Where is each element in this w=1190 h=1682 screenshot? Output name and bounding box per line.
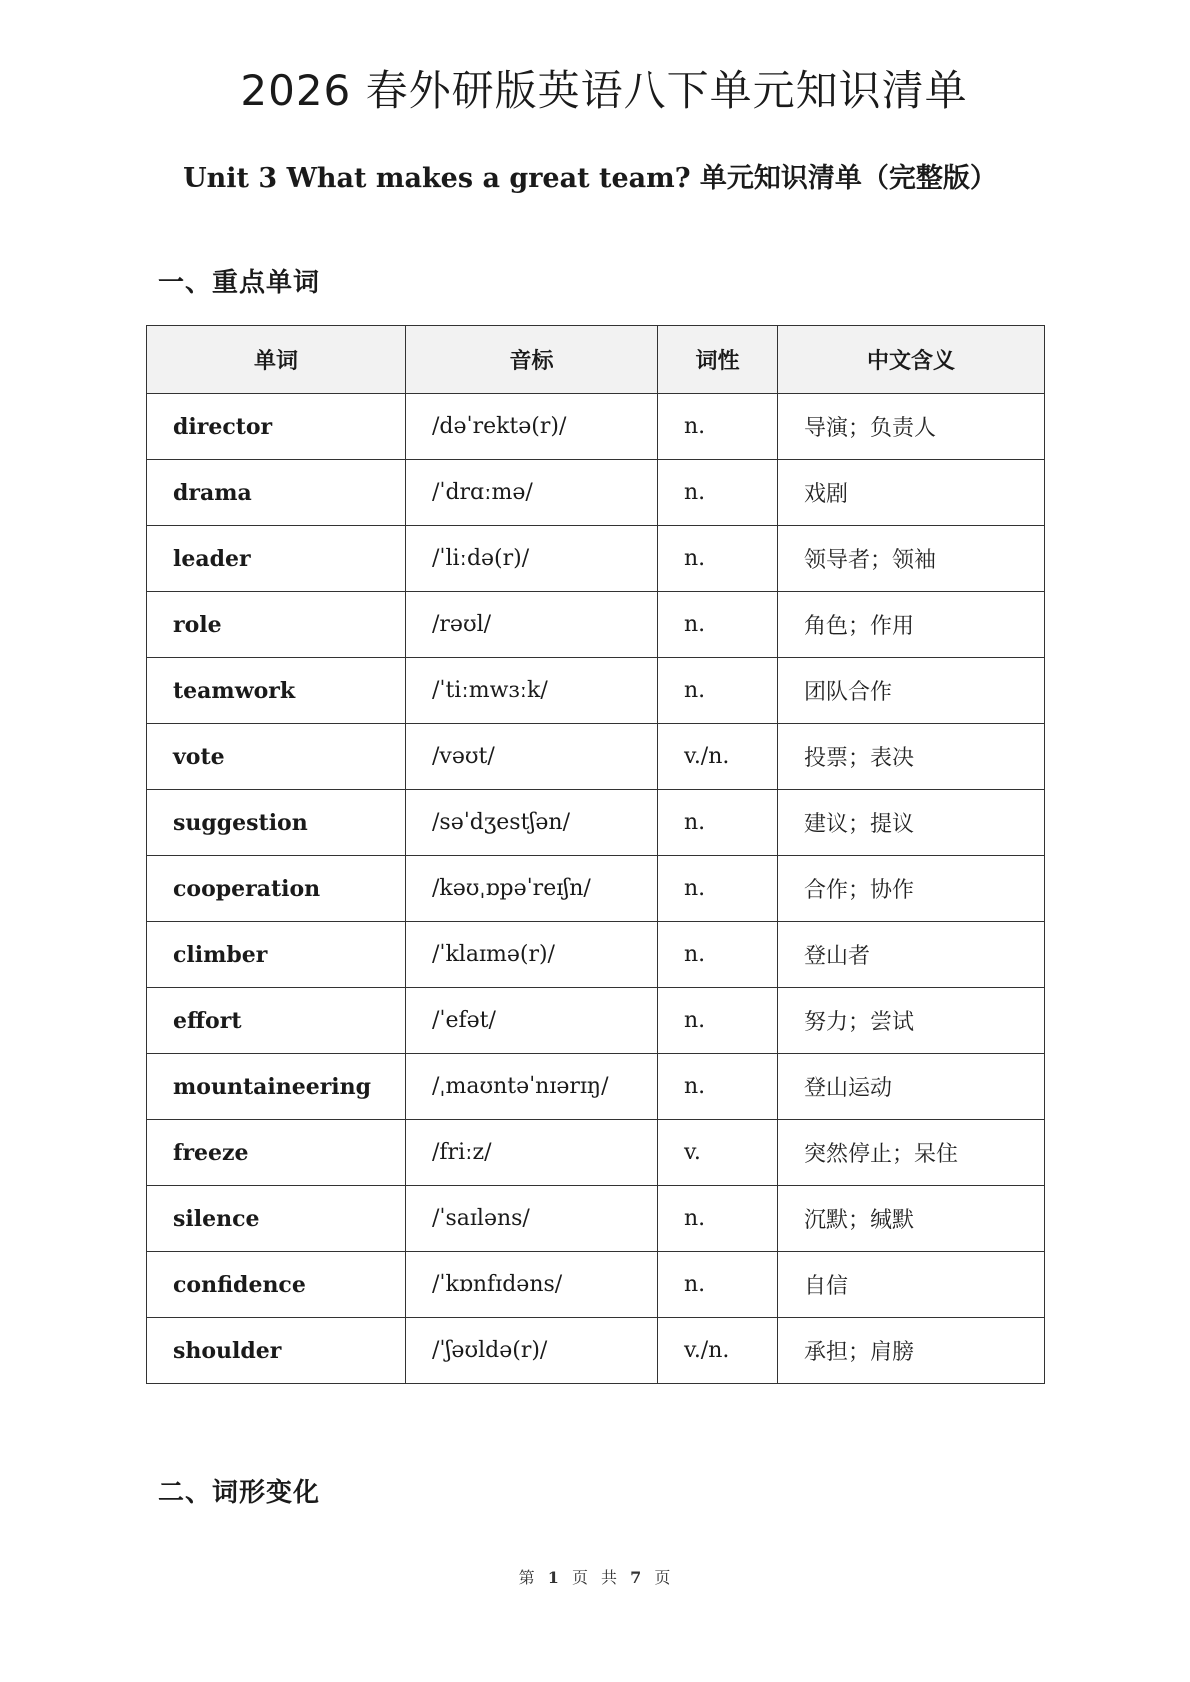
vocab-word: silence — [147, 1186, 406, 1252]
vocab-phonetic: /friːz/ — [406, 1120, 658, 1186]
vocab-phonetic: /səˈdʒestʃən/ — [406, 790, 658, 856]
footer-prefix: 第 — [518, 1568, 536, 1587]
table-header-row — [147, 326, 1045, 394]
vocab-word: effort — [147, 988, 406, 1054]
document-subtitle: Unit 3 What makes a great team? 单元知识清单（完整版） — [183, 163, 997, 194]
vocab-meaning: 团队合作 — [778, 658, 1045, 724]
footer-suffix: 页 — [654, 1568, 672, 1587]
column-header-meaning: 中文含义 — [778, 326, 1045, 394]
vocab-meaning: 登山者 — [778, 922, 1045, 988]
table-row — [147, 592, 1045, 658]
vocab-phonetic: /ˈkɒnfɪdəns/ — [406, 1252, 658, 1318]
vocab-word: shoulder — [147, 1318, 406, 1384]
vocab-phonetic: /vəʊt/ — [406, 724, 658, 790]
vocab-meaning: 自信 — [778, 1252, 1045, 1318]
vocab-phonetic: /dəˈrektə(r)/ — [406, 394, 658, 460]
vocab-phonetic: /ˈefət/ — [406, 988, 658, 1054]
vocab-meaning: 领导者；领袖 — [778, 526, 1045, 592]
table-row — [147, 790, 1045, 856]
document-title: 2026 春外研版英语八下单元知识清单 — [240, 66, 968, 115]
footer-page-number: 1 — [547, 1568, 560, 1587]
vocab-part-of-speech: n. — [658, 1252, 778, 1318]
vocab-part-of-speech: v./n. — [658, 1318, 778, 1384]
vocab-word: confidence — [147, 1252, 406, 1318]
vocab-part-of-speech: n. — [658, 988, 778, 1054]
vocab-word: director — [147, 394, 406, 460]
vocab-word: vote — [147, 724, 406, 790]
vocab-phonetic: /ˈliːdə(r)/ — [406, 526, 658, 592]
section-heading-word-forms: 二、词形变化 — [158, 1478, 321, 1508]
vocab-phonetic: /ˈtiːmwɜːk/ — [406, 658, 658, 724]
column-header-word: 单词 — [147, 326, 406, 394]
vocab-word: cooperation — [147, 856, 406, 922]
vocab-part-of-speech: n. — [658, 790, 778, 856]
vocab-part-of-speech: n. — [658, 526, 778, 592]
table-row — [147, 922, 1045, 988]
vocab-phonetic: /ˈdrɑːmə/ — [406, 460, 658, 526]
vocab-word: teamwork — [147, 658, 406, 724]
table-row — [147, 1120, 1045, 1186]
table-row — [147, 1054, 1045, 1120]
vocab-phonetic: /rəʊl/ — [406, 592, 658, 658]
vocab-meaning: 登山运动 — [778, 1054, 1045, 1120]
vocab-word: mountaineering — [147, 1054, 406, 1120]
vocab-word: freeze — [147, 1120, 406, 1186]
vocab-phonetic: /ˈʃəʊldə(r)/ — [406, 1318, 658, 1384]
vocab-phonetic: /ˌmaʊntəˈnɪərɪŋ/ — [406, 1054, 658, 1120]
vocab-meaning: 戏剧 — [778, 460, 1045, 526]
vocab-meaning: 投票；表决 — [778, 724, 1045, 790]
vocab-part-of-speech: v./n. — [658, 724, 778, 790]
table-row — [147, 1252, 1045, 1318]
vocab-phonetic: /kəʊˌɒpəˈreɪʃn/ — [406, 856, 658, 922]
table-row — [147, 394, 1045, 460]
vocab-part-of-speech: n. — [658, 856, 778, 922]
vocab-part-of-speech: n. — [658, 460, 778, 526]
table-row — [147, 526, 1045, 592]
vocab-word: role — [147, 592, 406, 658]
vocab-part-of-speech: n. — [658, 1186, 778, 1252]
vocab-meaning: 合作；协作 — [778, 856, 1045, 922]
vocab-word: drama — [147, 460, 406, 526]
vocabulary-table-body — [147, 394, 1045, 1384]
vocab-word: suggestion — [147, 790, 406, 856]
vocab-part-of-speech: n. — [658, 394, 778, 460]
section-heading-key-words: 一、重点单词 — [158, 268, 321, 298]
vocab-meaning: 努力；尝试 — [778, 988, 1045, 1054]
vocab-meaning: 突然停止；呆住 — [778, 1120, 1045, 1186]
footer-total-pages: 7 — [630, 1568, 643, 1587]
column-header-phonetic: 音标 — [406, 326, 658, 394]
table-row — [147, 988, 1045, 1054]
table-row — [147, 460, 1045, 526]
footer-middle: 页 共 — [571, 1568, 619, 1587]
vocab-part-of-speech: n. — [658, 1054, 778, 1120]
vocab-part-of-speech: n. — [658, 658, 778, 724]
vocab-phonetic: /ˈsaɪləns/ — [406, 1186, 658, 1252]
vocab-word: climber — [147, 922, 406, 988]
table-row — [147, 1186, 1045, 1252]
vocab-part-of-speech: n. — [658, 922, 778, 988]
vocab-word: leader — [147, 526, 406, 592]
vocab-meaning: 导演；负责人 — [778, 394, 1045, 460]
vocab-meaning: 建议；提议 — [778, 790, 1045, 856]
vocabulary-table — [146, 325, 1045, 1384]
vocab-part-of-speech: v. — [658, 1120, 778, 1186]
table-row — [147, 724, 1045, 790]
table-row — [147, 856, 1045, 922]
table-row — [147, 1318, 1045, 1384]
table-row — [147, 658, 1045, 724]
column-header-part-of-speech: 词性 — [658, 326, 778, 394]
vocab-meaning: 承担；肩膀 — [778, 1318, 1045, 1384]
vocab-phonetic: /ˈklaɪmə(r)/ — [406, 922, 658, 988]
vocab-meaning: 沉默；缄默 — [778, 1186, 1045, 1252]
page-footer — [0, 1565, 1190, 1588]
vocab-part-of-speech: n. — [658, 592, 778, 658]
vocab-meaning: 角色；作用 — [778, 592, 1045, 658]
